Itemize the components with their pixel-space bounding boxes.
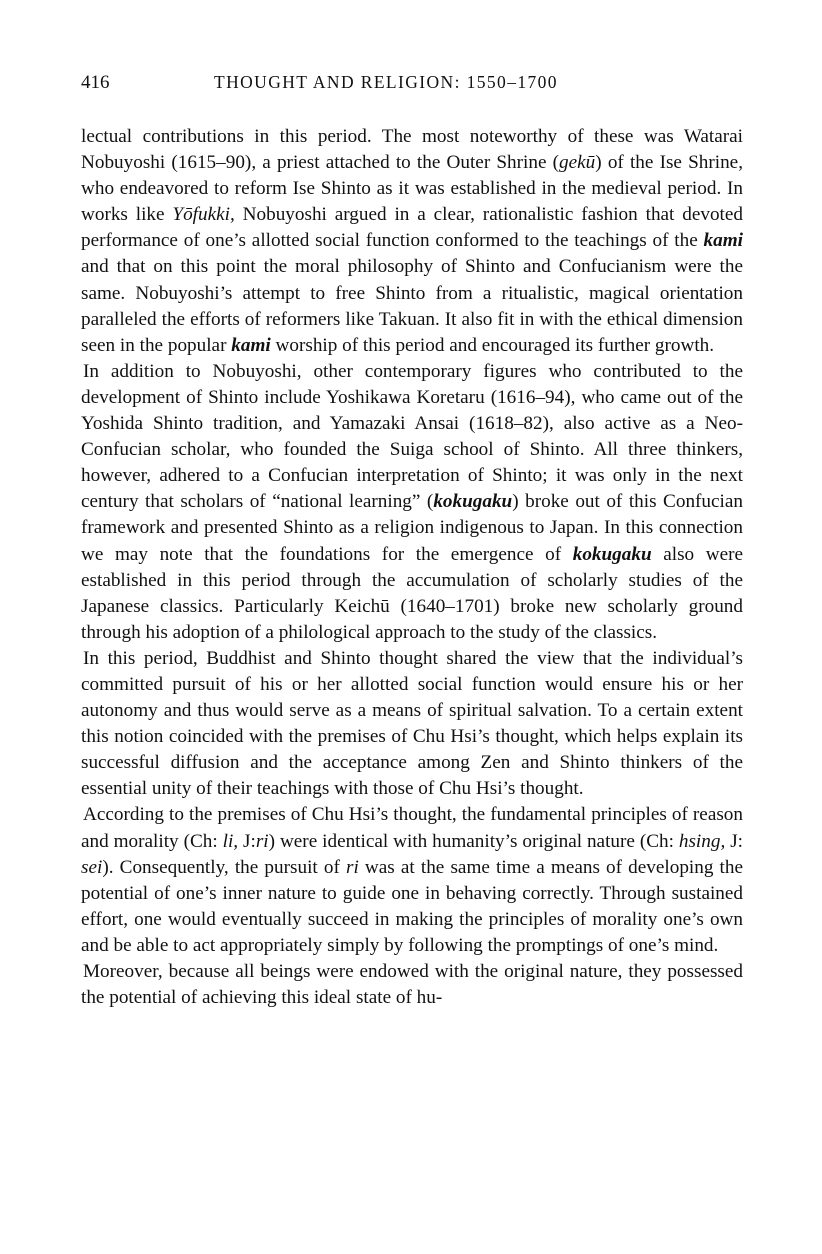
emphasized-term: sei	[81, 856, 103, 878]
emphasized-term: kami	[703, 230, 743, 252]
paragraph	[81, 802, 743, 959]
book-page	[81, 72, 743, 1011]
emphasized-term: Yōfukki,	[172, 204, 235, 226]
text-run: According to the premises of Chu Hsi’s thought, the fundamental principles of reason and morality (Ch:	[81, 804, 743, 852]
text-run: In addition to Nobuyoshi, other contemporary figures who contributed to the development of Shinto include Yoshikawa Koretaru (1616–94), who came out of the Yoshida Shinto tradition, and Yamazaki Ansai (1618–82), also active as a Neo-Confucian scholar, who founded the Suiga school of Shinto. All three thinkers, however, adhered to a Confucian interpretation of Shinto; it was only in the next century that scholars of “national learning” (	[81, 360, 743, 513]
body-text	[81, 124, 743, 1011]
text-run: was at the same time a means of developing the potential of one’s inner nature to guide one in behaving correctly. Through sustained effort, one would eventually succeed in making the principles of morality one’s own and be able to act appropriately simply by following the promptings of one’s mind.	[81, 856, 744, 956]
text-run: J:	[725, 830, 743, 852]
text-run: ) of the Ise Shrine, who endeavored to reform Ise Shinto as it was established in the medieval period. In works like	[81, 152, 743, 226]
text-run: and that on this point the moral philosophy of Shinto and Confucianism were the same. Nobuyoshi’s attempt to free Shinto from a ritualistic, magical orientation paralleled the efforts of reformers like Takuan. It also fit in with the ethical dimension seen in the popular	[81, 256, 743, 356]
emphasized-term: kokugaku	[433, 491, 513, 513]
text-run: ) were identical with humanity’s original nature (Ch:	[268, 830, 679, 852]
text-run: worship of this period and encouraged its further growth.	[270, 334, 715, 356]
emphasized-term: ri	[345, 856, 359, 878]
text-run: lectual contributions in this period. The most noteworthy of these was Watarai Nobuyoshi (1615–90), a priest attached to the Outer Shrine (	[81, 126, 743, 174]
emphasized-term: ri	[255, 830, 269, 852]
text-run: ). Consequently, the pursuit of	[102, 856, 346, 878]
text-run: Nobuyoshi argued in a clear, rationalistic fashion that devoted performance of one’s allotted social function conformed to the teachings of the	[81, 204, 743, 252]
emphasized-term: li,	[222, 830, 239, 852]
emphasized-term: gekū	[559, 152, 596, 174]
emphasized-term: hsing,	[678, 830, 726, 852]
running-head: THOUGHT AND RELIGION: 1550–1700	[214, 72, 558, 92]
text-run: In this period, Buddhist and Shinto thought shared the view that the individual’s committed pursuit of his or her allotted social function would ensure his or her autonomy and thus would serve as a means of spiritual salvation. To a certain extent this notion coincided with the premises of Chu Hsi’s thought, which helps explain its successful diffusion and the acceptance among Zen and Shinto thinkers of the essential unity of their teachings with those of Chu Hsi’s thought.	[81, 647, 743, 800]
paragraph	[81, 359, 743, 646]
text-run: also were established in this period through the accumulation of scholarly studies of the Japanese classics. Particularly Keichū (1640–1701) broke new scholarly ground through his adoption of a philological approach to the study of the classics.	[81, 543, 743, 643]
paragraph	[81, 646, 743, 803]
emphasized-term: kami	[231, 334, 271, 356]
paragraph	[81, 959, 743, 1011]
text-run: Moreover, because all beings were endowed with the original nature, they possessed the potential of achieving this ideal state of hu-	[81, 961, 743, 1009]
paragraph	[81, 124, 743, 359]
emphasized-term: kokugaku	[572, 543, 652, 565]
page-header	[81, 72, 743, 102]
text-run: ) broke out of this Confucian framework and presented Shinto as a religion indigenous to Japan. In this connection we may note that the foundations for the emergence of	[81, 491, 743, 565]
page-number: 416	[81, 72, 110, 93]
text-run: J:	[238, 830, 256, 852]
